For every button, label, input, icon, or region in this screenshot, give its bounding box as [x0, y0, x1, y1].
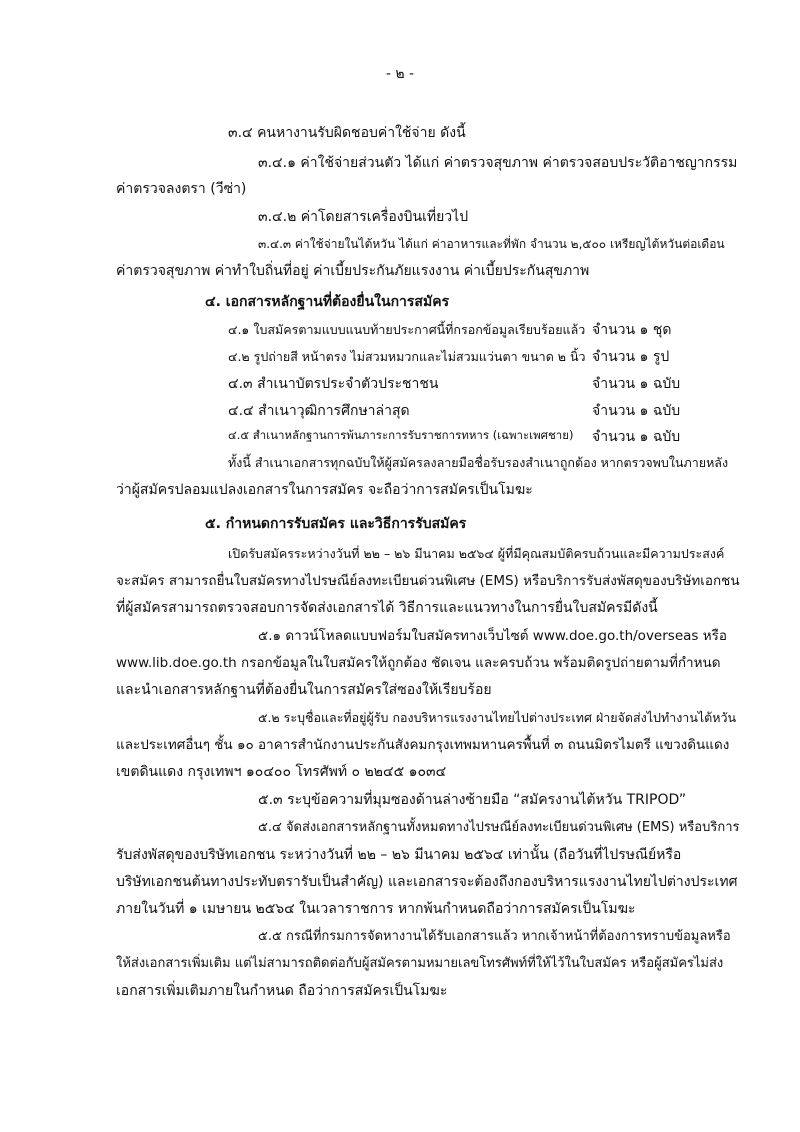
section-4-note-line2: ว่าผู้สมัครปลอมแปลงเอกสารในการสมัคร จะถือว่าการสมัครเป็นโมฆะ [116, 482, 533, 498]
section-3-4-2: ๓.๔.๒ ค่าโดยสารเครื่องบินเที่ยวไป [258, 209, 469, 225]
document-item-label: ๔.๓ สำเนาบัตรประจำตัวประชาชน [228, 376, 439, 392]
section-3-4-3-line2: ค่าตรวจสุขภาพ ค่าทำใบถิ่นที่อยู่ ค่าเบี้ยประกันภัยแรงงาน ค่าเบี้ยประกันสุขภาพ [116, 263, 590, 279]
section-5-1-line3: และนำเอกสารหลักฐานที่ต้องยื่นในการสมัครใส่ซองให้เรียบร้อย [116, 682, 492, 698]
section-3-4-1-line1: ๓.๔.๑ ค่าใช้จ่ายส่วนตัว ได้แก่ ค่าตรวจสุขภาพ ค่าตรวจสอบประวัติอาชญากรรม [258, 155, 738, 171]
section-4-heading: ๔. เอกสารหลักฐานที่ต้องยื่นในการสมัคร [205, 294, 450, 310]
section-3-4-3-line1: ๓.๔.๓ ค่าใช้จ่ายในไต้หวัน ได้แก่ ค่าอาหารและที่พัก จำนวน ๒,๕๐๐ เหรียญไต้หวันต่อเดือน [258, 237, 725, 251]
document-item-quantity: จำนวน ๑ ฉบับ [592, 403, 681, 419]
section-5-4-line4: ภายในวันที่ ๑ เมษายน ๒๕๖๔ ในเวลาราชการ หากพ้นกำหนดถือว่าการสมัครเป็นโมฆะ [116, 901, 636, 917]
section-5-5-line1: ๕.๕ กรณีที่กรมการจัดหางานได้รับเอกสารแล้ว หากเจ้าหน้าที่ต้องการทราบข้อมูลหรือ [258, 929, 731, 944]
section-5-1-line1: ๕.๑ ดาวน์โหลดแบบฟอร์มใบสมัครทางเว็บไซต์ www.doe.go.th/overseas หรือ [258, 628, 727, 644]
section-4-note-line1: ทั้งนี้ สำเนาเอกสารทุกฉบับให้ผู้สมัครลงลายมือชื่อรับรองสำเนาถูกต้อง หากตรวจพบในภายหลัง [228, 455, 729, 470]
document-item-quantity: จำนวน ๑ ฉบับ [592, 429, 681, 445]
section-5-5-line3: เอกสารเพิ่มเติมภายในกำหนด ถือว่าการสมัครเป็นโมฆะ [116, 983, 448, 999]
section-5-4-line3: บริษัทเอกชนต้นทางประทับตรารับเป็นสำคัญ) และเอกสารจะต้องถึงกองบริหารแรงงานไทยไปต่างประเทศ [116, 874, 738, 890]
section-5-2-line3: เขตดินแดง กรุงเทพฯ ๑๐๔๐๐ โทรศัพท์ ๐ ๒๒๔๕ ๑๐๓๔ [116, 764, 447, 780]
section-5-intro-line2: จะสมัคร สามารถยื่นใบสมัครทางไปรษณีย์ลงทะเบียนด่วนพิเศษ (EMS) หรือบริการรับส่งพัสดุของบริษัทเอกชน [116, 573, 740, 589]
section-5-4-line1: ๕.๔ จัดส่งเอกสารหลักฐานทั้งหมดทางไปรษณีย์ลงทะเบียนด่วนพิเศษ (EMS) หรือบริการ [258, 820, 740, 835]
document-item-label: ๔.๕ สำเนาหลักฐานการพ้นภาระการรับราชการทหาร (เฉพาะเพศชาย) [228, 428, 574, 442]
section-5-intro-line3: ที่ผู้สมัครสามารถตรวจสอบการจัดส่งเอกสารได้ วิธีการและแนวทางในการยื่นใบสมัครมีดังนี้ [116, 600, 658, 616]
section-5-4-line2: รับส่งพัสดุของบริษัทเอกชน ระหว่างวันที่ ๒๒ – ๒๖ มีนาคม ๒๕๖๔ เท่านั้น (ถือวันที่ไปรษณีย์หรือ [116, 847, 682, 863]
document-item-quantity: จำนวน ๑ รูป [592, 349, 670, 365]
section-5-intro-line1: เปิดรับสมัครระหว่างวันที่ ๒๒ – ๒๖ มีนาคม ๒๕๖๔ ผู้ที่มีคุณสมบัติครบถ้วนและมีความประสงค์ [228, 546, 725, 561]
section-5-heading: ๕. กำหนดการรับสมัคร และวิธีการรับสมัคร [205, 516, 467, 532]
page-number: - ๒ - [385, 66, 415, 82]
document-item-label: ๔.๔ สำเนาวุฒิการศึกษาล่าสุด [228, 403, 410, 419]
section-5-2-line1: ๕.๒ ระบุชื่อและที่อยู่ผู้รับ กองบริหารแรงงานไทยไปต่างประเทศ ฝ่ายจัดส่งไปทำงานไต้หวัน [258, 710, 737, 725]
document-item-label: ๔.๒ รูปถ่ายสี หน้าตรง ไม่สวมหมวกและไม่สวมแว่นตา ขนาด ๒ นิ้ว [228, 349, 586, 364]
section-5-3: ๕.๓ ระบุข้อความที่มุมซองด้านล่างซ้ายมือ “สมัครงานไต้หวัน TRIPOD” [258, 792, 687, 808]
section-5-1-line2: www.lib.doe.go.th กรอกข้อมูลในใบสมัครให้ถูกต้อง ชัดเจน และครบถ้วน พร้อมติดรูปถ่ายตามที่กำหนด [116, 655, 721, 671]
document-item-quantity: จำนวน ๑ ฉบับ [592, 376, 681, 392]
section-3-4-title: ๓.๔ คนหางานรับผิดชอบค่าใช้จ่าย ดังนี้ [228, 125, 466, 141]
section-5-5-line2: ให้ส่งเอกสารเพิ่มเติม แต่ไม่สามารถติดต่อกับผู้สมัครตามหมายเลขโทรศัพท์ที่ให้ไว้ในใบสมัคร หรือผู้สมัครไม่ส่ง [116, 956, 724, 971]
document-item-quantity: จำนวน ๑ ชุด [592, 322, 672, 338]
section-3-4-1-line2: ค่าตรวจลงตรา (วีซ่า) [116, 181, 247, 197]
section-5-2-line2: และประเทศอื่นๆ ชั้น ๑๐ อาคารสำนักงานประกันสังคมกรุงเทพมหานครพื้นที่ ๓ ถนนมิตรไมตรี แขวงดินแดง [116, 737, 730, 753]
document-item-label: ๔.๑ ใบสมัครตามแบบแนบท้ายประกาศนี้ที่กรอกข้อมูลเรียบร้อยแล้ว [228, 322, 586, 337]
